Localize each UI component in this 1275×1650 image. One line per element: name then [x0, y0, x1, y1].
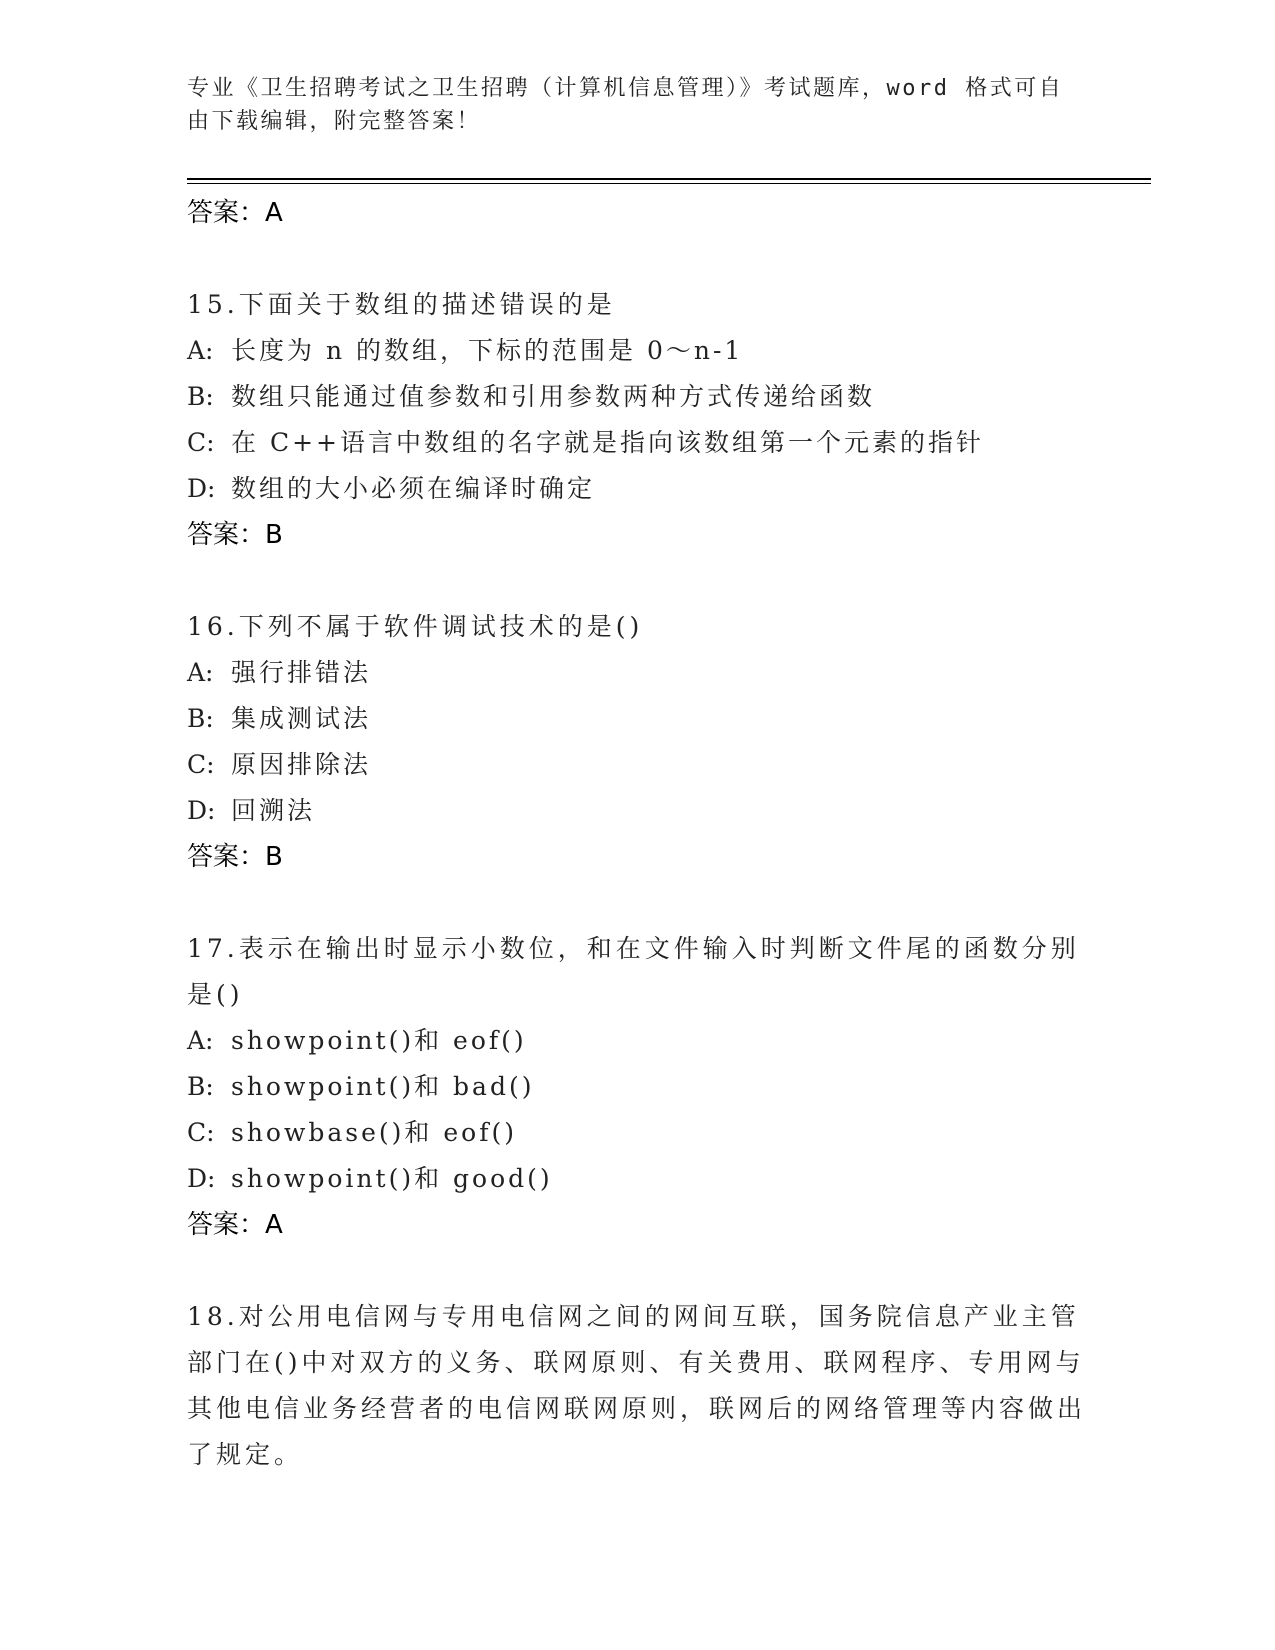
option-d: [187, 788, 1087, 834]
option-b: [187, 1064, 1087, 1110]
option-c: [187, 742, 1087, 788]
document-header: 专业《卫生招聘考试之卫生招聘（计算机信息管理）》考试题库，word 格式可自由下载编辑，附完整答案！: [187, 76, 1064, 134]
option-letter: D:: [187, 474, 216, 503]
question-15: [187, 282, 1087, 558]
answer-line: 答案：B: [187, 520, 283, 550]
question-stem: 16.下列不属于软件调试技术的是(): [187, 612, 644, 641]
option-a: [187, 1018, 1087, 1064]
option-letter: A:: [187, 336, 214, 365]
question-17: [187, 926, 1087, 1248]
option-c: [187, 420, 1087, 466]
question-stem: 18.对公用电信网与专用电信网之间的网间互联，国务院信息产业主管部门在()中对双方的义务、联网原则、有关费用、联网程序、专用网与其他电信业务经营者的电信网联网原则，联网后的网络管理等内容做出了规定。: [187, 1302, 1087, 1469]
option-text: 集成测试法: [231, 704, 372, 733]
answer-line: 答案：A: [187, 198, 283, 228]
option-letter: C:: [187, 750, 215, 779]
question-stem: 15.下面关于数组的描述错误的是: [187, 290, 616, 319]
option-letter: B:: [187, 1072, 214, 1101]
option-a: [187, 328, 1087, 374]
option-text: 数组的大小必须在编译时确定: [231, 474, 596, 503]
option-b: [187, 696, 1087, 742]
option-b: [187, 374, 1087, 420]
option-a: [187, 650, 1087, 696]
option-text: 原因排除法: [231, 750, 372, 779]
answer-line: 答案：B: [187, 842, 283, 872]
document-body: [187, 190, 1087, 1478]
option-text: 长度为 n 的数组，下标的范围是 0～n-1: [231, 336, 744, 365]
option-text: 在 C++语言中数组的名字就是指向该数组第一个元素的指针: [231, 428, 984, 457]
option-text: 回溯法: [231, 796, 316, 825]
option-text: 强行排错法: [231, 658, 372, 687]
question-16: [187, 604, 1087, 880]
option-letter: C:: [187, 428, 215, 457]
header-divider-thin: [187, 183, 1151, 184]
option-letter: C:: [187, 1118, 215, 1147]
option-letter: A:: [187, 658, 214, 687]
header-divider-thick: [187, 178, 1151, 180]
option-letter: D:: [187, 796, 216, 825]
option-d: [187, 466, 1087, 512]
option-text: showbase()和 eof(): [231, 1118, 517, 1147]
option-c: [187, 1110, 1087, 1156]
question-stem: 17.表示在输出时显示小数位，和在文件输入时判断文件尾的函数分别是(): [187, 934, 1080, 1009]
option-text: showpoint()和 bad(): [231, 1072, 535, 1101]
option-letter: B:: [187, 382, 214, 411]
answer-line: 答案：A: [187, 1210, 283, 1240]
question-18: [187, 1294, 1087, 1478]
option-text: 数组只能通过值参数和引用参数两种方式传递给函数: [231, 382, 876, 411]
option-letter: B:: [187, 704, 214, 733]
option-text: showpoint()和 good(): [231, 1164, 553, 1193]
option-letter: A:: [187, 1026, 214, 1055]
option-d: [187, 1156, 1087, 1202]
option-text: showpoint()和 eof(): [231, 1026, 527, 1055]
option-letter: D:: [187, 1164, 216, 1193]
